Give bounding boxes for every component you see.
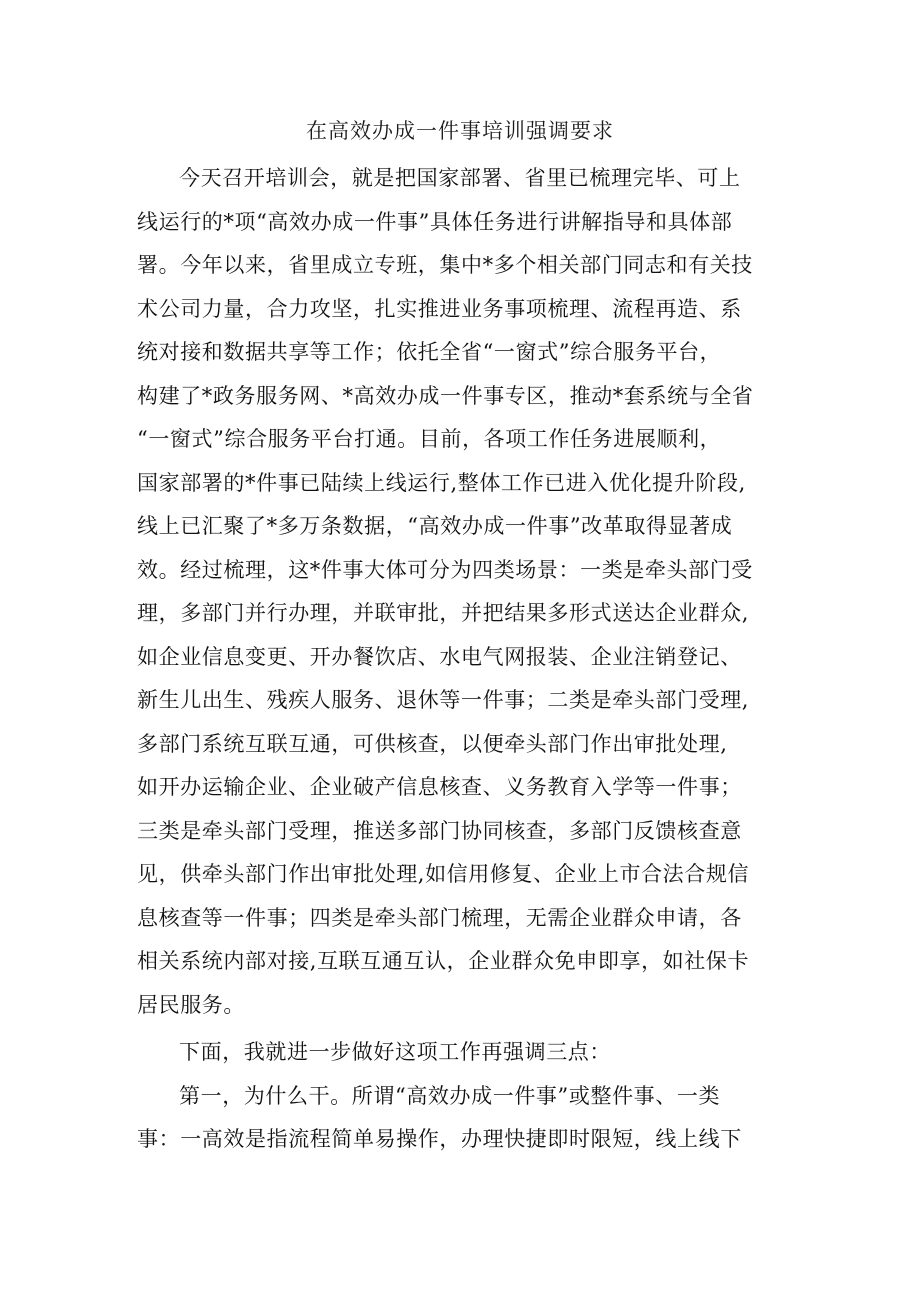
paragraph-line: 国家部署的*件事已陆续上线运行,整体工作已进入优化提升阶段, [137,470,746,495]
paragraph-line: 统对接和数据共享等工作；依托全省“一窗式”综合服务平台， [137,340,722,364]
paragraph-line: 如企业信息变更、开办餐饮店、水电气网报装、企业注销登记、 [137,644,742,669]
paragraph-line: 息核查等一件事；四类是牵头部门梳理，无需企业群众申请，各 [137,905,742,930]
paragraph-line: 效。经过梳理，这*件事大体可分为四类场景：一类是牵头部门受 [137,557,753,582]
paragraph-line: 如开办运输企业、企业破产信息核查、义务教育入学等一件事； [137,775,742,799]
paragraph-line: 三类是牵头部门受理，推送多部门协同核查，多部门反馈核查意 [137,818,742,843]
paragraph-line: 今天召开培训会，就是把国家部署、省里已梳理完毕、可上 [179,166,741,190]
paragraph-line: 居民服务。 [137,992,245,1017]
paragraph-line: 术公司力量，合力攻坚，扎实推进业务事项梳理、流程再造、系 [137,296,742,321]
paragraph-line: 下面，我就进一步做好这项工作再强调三点： [179,1040,611,1064]
paragraph-line: “一窗式”综合服务平台打通。目前，各项工作任务进展顺利， [137,427,722,451]
paragraph-line: 相关系统内部对接,互联互通互认，企业群众免申即享，如社保卡 [137,949,750,973]
paragraph-line: 事：一高效是指流程简单易操作，办理快捷即时限短，线上线下 [137,1127,742,1151]
document-title: 在高效办成一件事培训强调要求 [306,119,614,143]
paragraph-line: 理，多部门并行办理，并联审批，并把结果多形式送达企业群众, [137,601,750,625]
paragraph-line: 第一，为什么干。所谓“高效办成一件事”或整件事、一类 [179,1083,721,1108]
paragraph-line: 多部门系统互联互通，可供核查，以便牵头部门作出审批处理, [137,731,728,756]
paragraph-line: 线上已汇聚了*多万条数据，“高效办成一件事”改革取得显著成 [137,514,733,538]
paragraph-line: 构建了*政务服务网、*高效办成一件事专区，推动*套系统与全省 [137,383,754,408]
paragraph-line: 线运行的*项“高效办成一件事”具体任务进行讲解指导和具体部 [137,209,733,234]
paragraph-line: 署。今年以来，省里成立专班，集中*多个相关部门同志和有关技 [137,253,753,277]
paragraph-line: 新生儿出生、残疾人服务、退休等一件事；二类是牵头部门受理, [137,688,750,712]
paragraph-line: 见，供牵头部门作出审批处理,如信用修复、企业上市合法合规信 [137,862,750,886]
document-body [137,157,787,1162]
